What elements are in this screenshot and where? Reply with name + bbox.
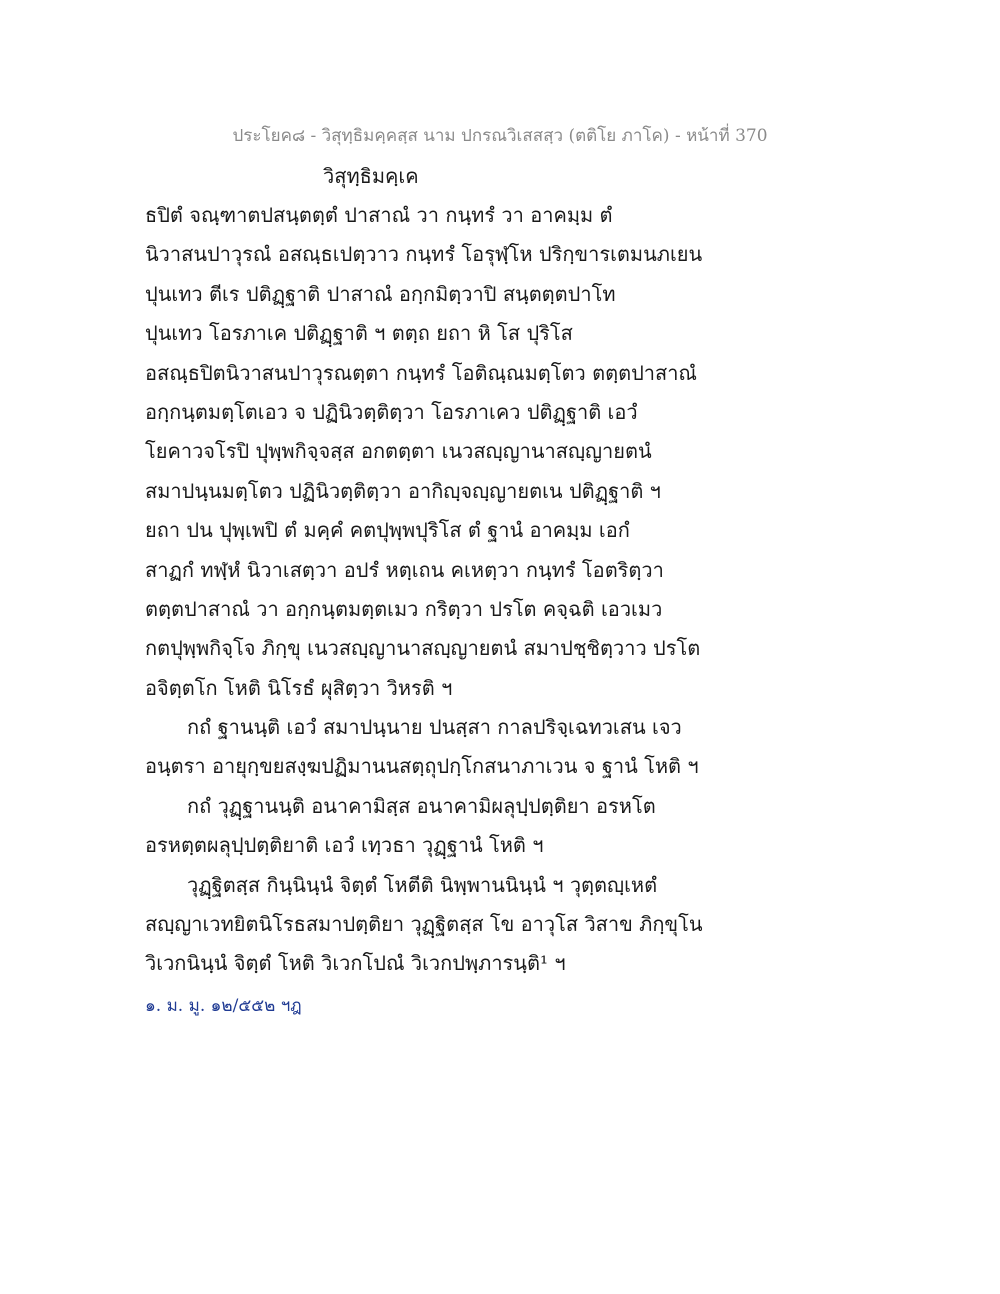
running-header: ประโยค๘ - วิสุทฺธิมคฺคสฺส นาม ปกรณวิเสสสฺว (ตติโย ภาโค) - หน้าที่ 370	[232, 126, 768, 146]
text-line: อรหตฺตผลุปฺปตฺติยาติ เอวํ เทฺวธา วุฏฺฐานํ โหติ ฯ	[145, 833, 544, 858]
section-title: วิสุทฺธิมคฺเค	[323, 164, 419, 188]
text-line: วิเวกนินฺนํ จิตฺตํ โหติ วิเวกโปณํ วิเวกปพฺภารนฺติ¹ ฯ	[145, 951, 566, 976]
text-line: สาฏกํ ทฬฺหํ นิวาเสตฺวา อปรํ หตฺเถน คเหตฺวา กนฺทรํ โอตริตฺวา	[145, 557, 664, 582]
text-line-indented: วุฏฺฐิตสฺส กินฺนินฺนํ จิตฺตํ โหตีติ นิพฺพานนินฺนํ ฯ วุตฺตญฺเหตํ	[187, 872, 658, 897]
body-text	[145, 196, 725, 984]
text-line: กตปุพฺพกิจฺโจ ภิกฺขุ เนวสญฺญานาสญฺญายตนํ สมาปชฺชิตฺวาว ปรโต	[145, 636, 701, 661]
text-line: นิวาสนปาวุรณํ อสณฺธเปตฺวาว กนฺทรํ โอรุฬฺโห ปริกฺขารเตมนภเยน	[145, 242, 703, 267]
text-line: ปุนเทว โอรภาเค ปติฏฺฐาติ ฯ ตตฺถ ยถา หิ โส ปุริโส	[145, 321, 573, 346]
text-line: อนฺตรา อายุกฺขยสงฺฆปฏิมานนสตฺถุปกฺโกสนาภาเวน จ ฐานํ โหติ ฯ	[145, 754, 699, 779]
text-line: อจิตฺตโก โหติ นิโรธํ ผุสิตฺวา วิหรติ ฯ	[145, 675, 453, 700]
text-line: ตตฺตปาสาณํ วา อกฺกนฺตมตฺตเมว กริตฺวา ปรโต คจฺฉติ เอวเมว	[145, 596, 663, 621]
text-line: สญฺญาเวทยิตนิโรธสมาปตฺติยา วุฏฺฐิตสฺส โข อาวุโส วิสาข ภิกฺขุโน	[145, 912, 703, 937]
text-line: สมาปนฺนมตฺโตว ปฏินิวตฺติตฺวา อากิญฺจญฺญายตเน ปติฏฺฐาติ ฯ	[145, 478, 661, 503]
text-line: โยคาวจโรปิ ปุพฺพกิจฺจสฺส อกตตฺตา เนวสญฺญานาสญฺญายตนํ	[145, 439, 652, 464]
text-line: ธปิตํ จณฺฑาตปสนฺตตฺตํ ปาสาณํ วา กนฺทรํ วา อาคมฺม ตํ	[145, 203, 613, 227]
text-line: อกฺกนฺตมตฺโตเอว จ ปฏินิวตฺติตฺวา โอรภาเคว ปติฏฺฐาติ เอวํ	[145, 399, 638, 424]
text-line: ปุนเทว ตีเร ปติฏฺฐาติ ปาสาณํ อกฺกมิตฺวาปิ สนฺตตฺตปาโท	[145, 281, 616, 306]
text-line: อสณฺธปิตนิวาสนปาวุรณตฺตา กนฺทรํ โอติณฺณมตฺโตว ตตฺตปาสาณํ	[145, 360, 697, 385]
footnote: ๑. ม. มู. ๑๒/๕๕๒ ฯฎ	[145, 996, 302, 1016]
text-line-indented: กถํ ฐานนฺติ เอวํ สมาปนฺนาย ปนสฺสา กาลปริจฺเฉทวเสน เจว	[187, 715, 682, 740]
text-line: ยถา ปน ปุพฺเพปิ ตํ มคฺคํ คตปุพฺพปุริโส ตํ ฐานํ อาคมฺม เอกํ	[145, 518, 630, 543]
text-line-indented: กถํ วุฏฺฐานนฺติ อนาคามิสฺส อนาคามิผลุปฺปตฺติยา อรหโต	[187, 793, 656, 818]
